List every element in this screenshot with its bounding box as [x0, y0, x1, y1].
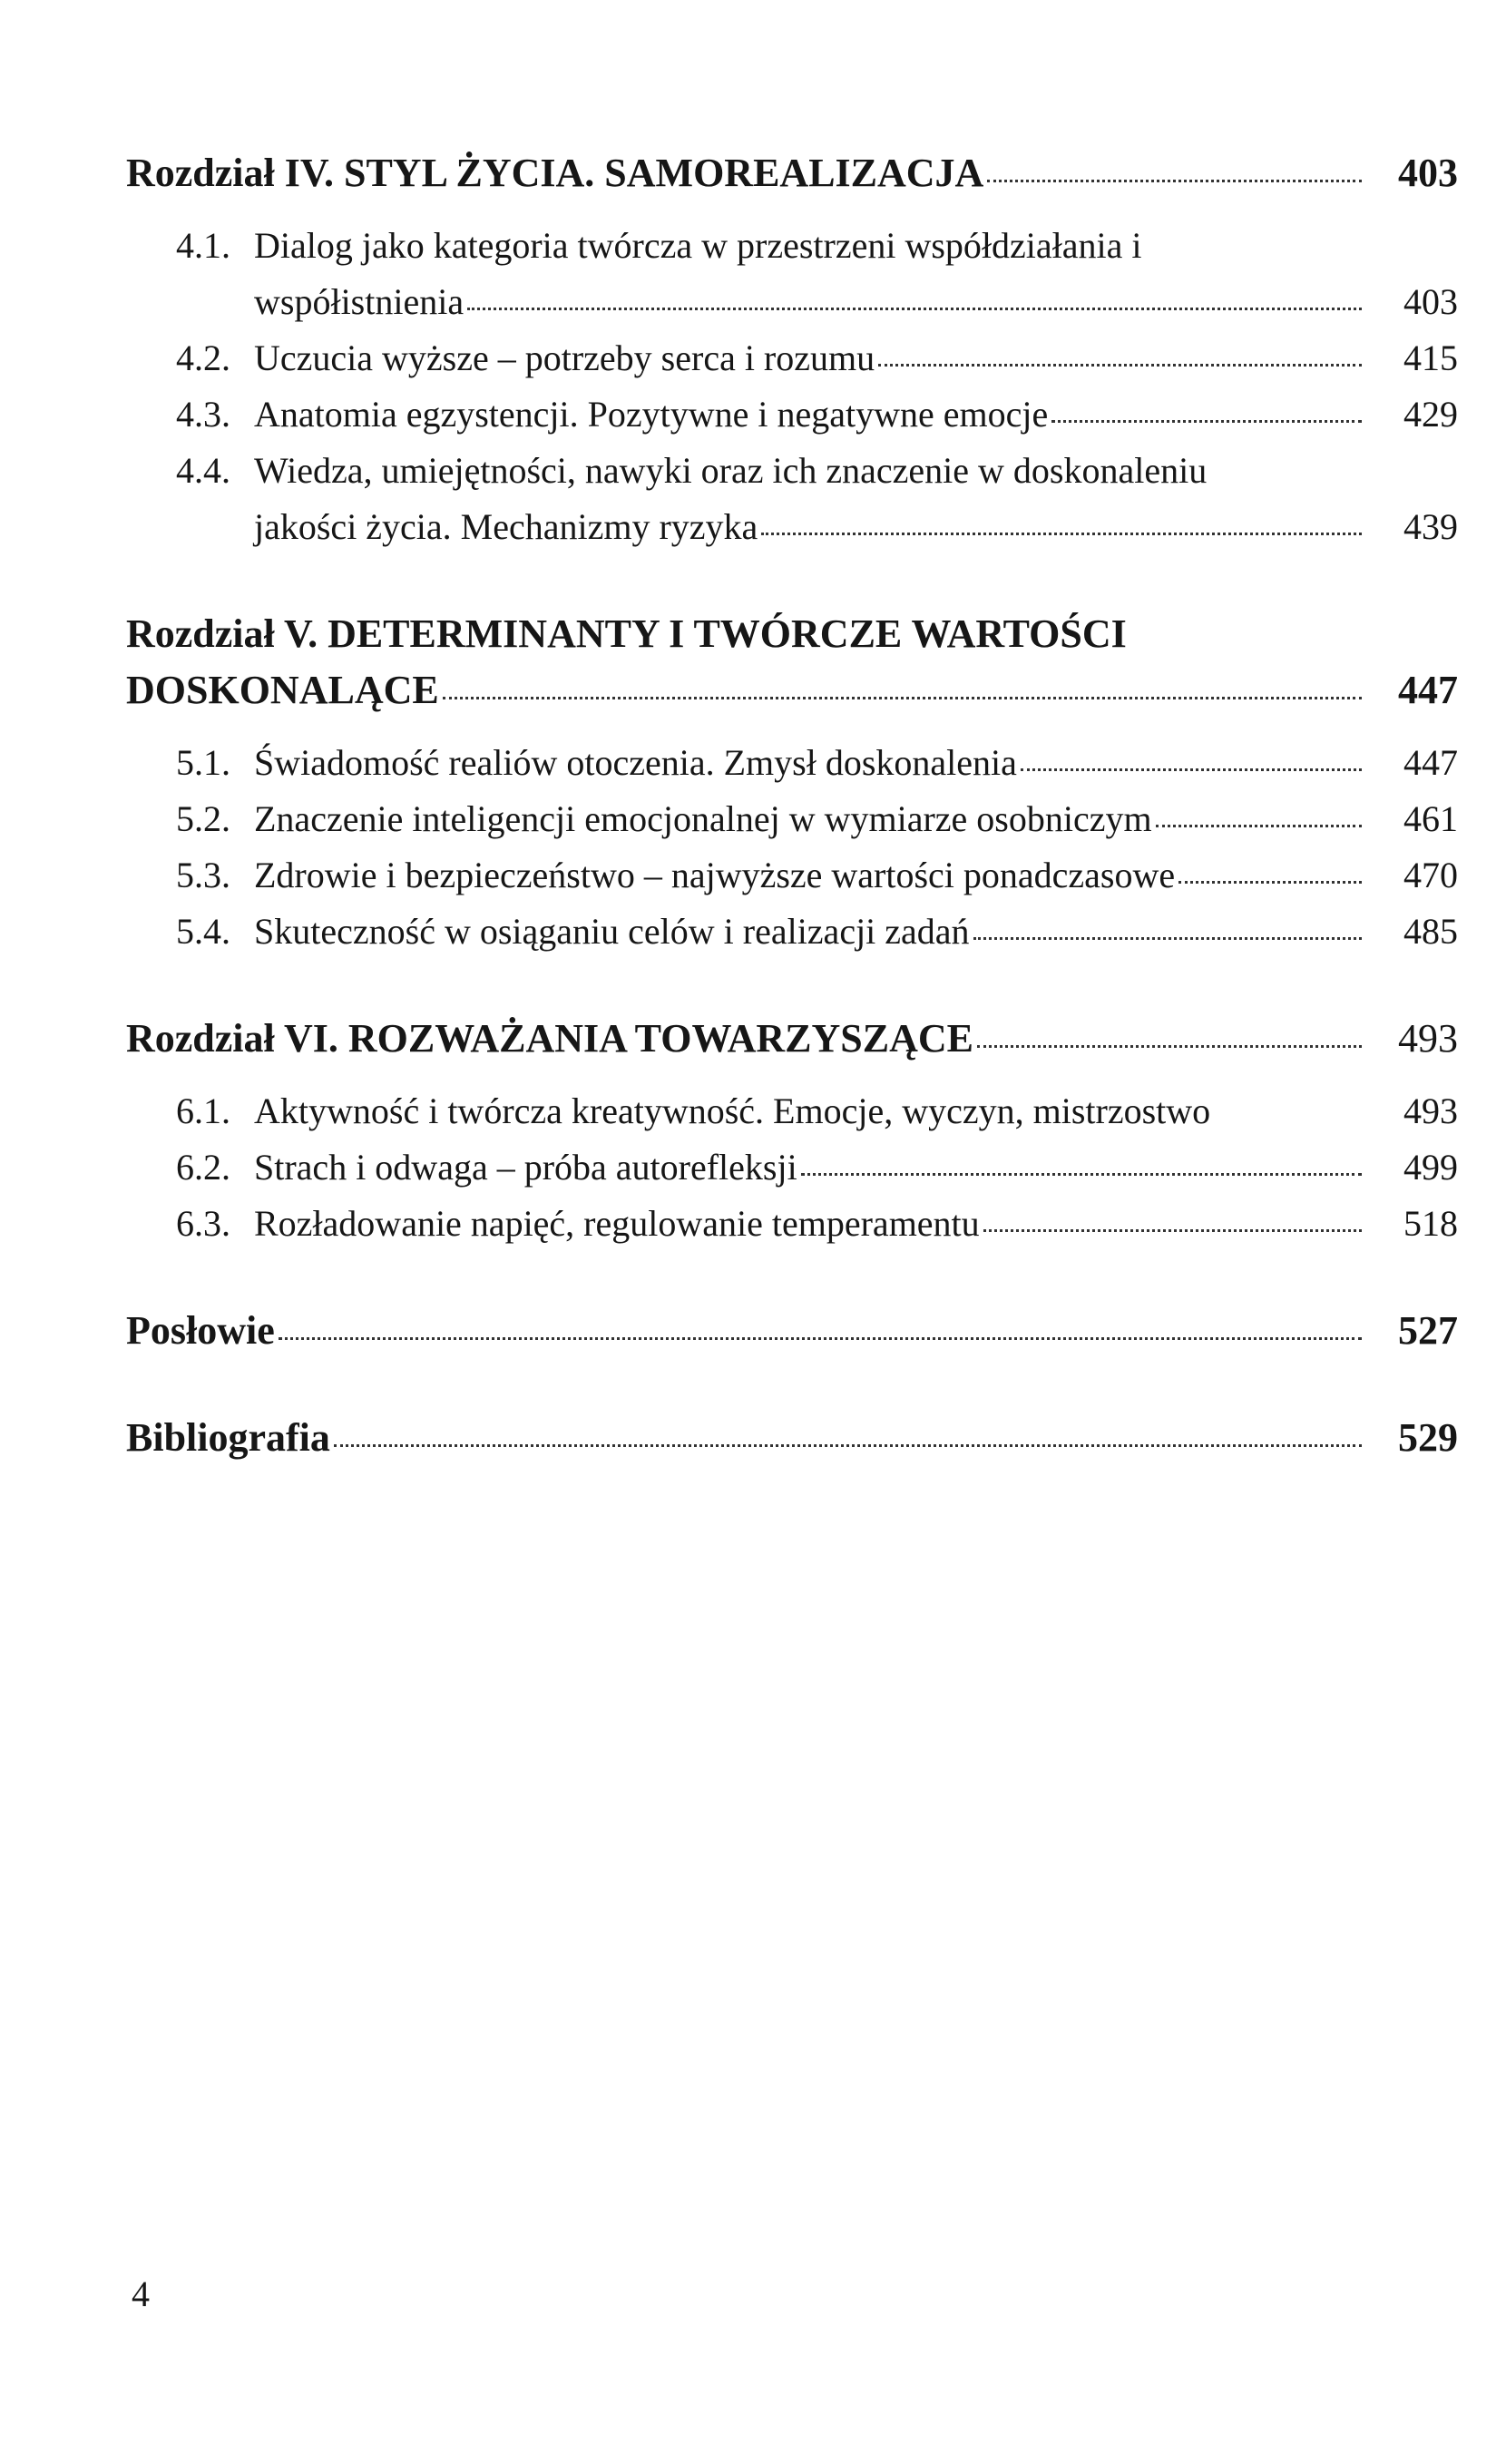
section-number: 5.1. [176, 742, 230, 783]
dot-leader [761, 531, 1362, 535]
section-page: 415 [1403, 337, 1458, 378]
section-number: 4.1. [176, 225, 230, 266]
backmatter-title: Posłowie [126, 1308, 275, 1353]
section-number: 6.2. [176, 1147, 230, 1188]
section-number: 5.2. [176, 798, 230, 839]
chapter-page: 403 [1398, 151, 1458, 195]
dot-leader [279, 1335, 1362, 1340]
dot-leader [987, 178, 1362, 182]
section-title: Zdrowie i bezpieczeństwo – najwyższe wartości ponadczasowe [254, 855, 1176, 895]
section-list [126, 1083, 1458, 1252]
section-page: 429 [1403, 394, 1458, 435]
section-title: Aktywność i twórcza kreatywność. Emocje, wyczyn, mistrzostwo [254, 1090, 1211, 1131]
section-page: 493 [1403, 1090, 1458, 1131]
section-number: 5.3. [176, 855, 230, 895]
dot-leader [983, 1227, 1362, 1232]
toc-entry-backmatter [126, 1303, 1458, 1359]
section-title-line1: Dialog jako kategoria twórcza w przestrzeni współdziałania i [254, 225, 1142, 266]
section-page: 518 [1403, 1203, 1458, 1244]
section-title-line1: Wiedza, umiejętności, nawyki oraz ich znaczenie w doskonaleniu [254, 450, 1208, 491]
section-title-line2: współistnienia [254, 281, 465, 322]
section-title-line2: jakości życia. Mechanizmy ryzyka [254, 506, 758, 547]
dot-leader [1021, 767, 1362, 771]
chapter-page: 447 [1398, 668, 1458, 712]
section-number: 6.1. [176, 1090, 230, 1131]
chapter-title: Rozdział VI. ROZWAŻANIA TOWARZYSZĄCE [126, 1016, 973, 1061]
dot-leader [334, 1442, 1362, 1447]
section-number: 4.4. [176, 450, 230, 491]
dot-leader [801, 1171, 1362, 1176]
toc-entry [126, 791, 1458, 847]
section-page: 470 [1403, 855, 1458, 895]
backmatter-page: 527 [1398, 1308, 1458, 1353]
toc-entry [126, 330, 1458, 386]
section-page: 461 [1403, 798, 1458, 839]
section-page: 485 [1403, 911, 1458, 952]
chapter-heading [126, 145, 1458, 201]
section-title: Uczucia wyższe – potrzeby serca i rozumu [254, 337, 875, 378]
chapter-heading [126, 1011, 1458, 1067]
section-title: Świadomość realiów otoczenia. Zmysł doskonalenia [254, 742, 1017, 783]
dot-leader [1214, 1118, 1362, 1120]
toc-entry [126, 443, 1458, 555]
dot-leader [1156, 823, 1362, 827]
toc-entry [126, 735, 1458, 791]
section-list [126, 218, 1458, 555]
backmatter-page: 529 [1398, 1415, 1458, 1460]
chapter-title-line2: DOSKONALĄCE [126, 668, 439, 712]
section-number: 6.3. [176, 1203, 230, 1244]
chapter-page: 493 [1398, 1016, 1458, 1061]
chapter-title-line1: Rozdział V. DETERMINANTY I TWÓRCZE WARTOŚCI [126, 611, 1127, 656]
section-page: 447 [1403, 742, 1458, 783]
page-number: 4 [132, 2273, 150, 2314]
section-page: 499 [1403, 1147, 1458, 1188]
section-page: 403 [1403, 281, 1458, 322]
dot-leader [1178, 879, 1362, 884]
toc-entry [126, 1083, 1458, 1139]
chapter-heading [126, 606, 1458, 719]
toc-entry [126, 847, 1458, 904]
section-title: Anatomia egzystencji. Pozytywne i negatywne emocje [254, 394, 1049, 435]
dot-leader [443, 695, 1362, 699]
section-page: 439 [1403, 506, 1458, 547]
dot-leader [878, 362, 1362, 367]
section-title: Strach i odwaga – próba autorefleksji [254, 1147, 797, 1188]
toc-entry [126, 904, 1458, 960]
toc-entry-backmatter [126, 1410, 1458, 1466]
toc-entry [126, 386, 1458, 443]
table-of-contents [126, 145, 1458, 1466]
section-title: Skuteczność w osiąganiu celów i realizacji zadań [254, 911, 970, 952]
section-number: 5.4. [176, 911, 230, 952]
dot-leader [1051, 418, 1362, 423]
section-list [126, 735, 1458, 960]
toc-entry [126, 1196, 1458, 1252]
dot-leader [977, 1043, 1362, 1048]
dot-leader [467, 306, 1362, 310]
toc-entry [126, 218, 1458, 330]
section-number: 4.2. [176, 337, 230, 378]
section-title: Znaczenie inteligencji emocjonalnej w wymiarze osobniczym [254, 798, 1152, 839]
section-title: Rozładowanie napięć, regulowanie temperamentu [254, 1203, 980, 1244]
section-number: 4.3. [176, 394, 230, 435]
dot-leader [973, 935, 1362, 940]
backmatter-title: Bibliografia [126, 1415, 330, 1460]
chapter-title: Rozdział IV. STYL ŻYCIA. SAMOREALIZACJA [126, 151, 984, 195]
toc-entry [126, 1139, 1458, 1196]
